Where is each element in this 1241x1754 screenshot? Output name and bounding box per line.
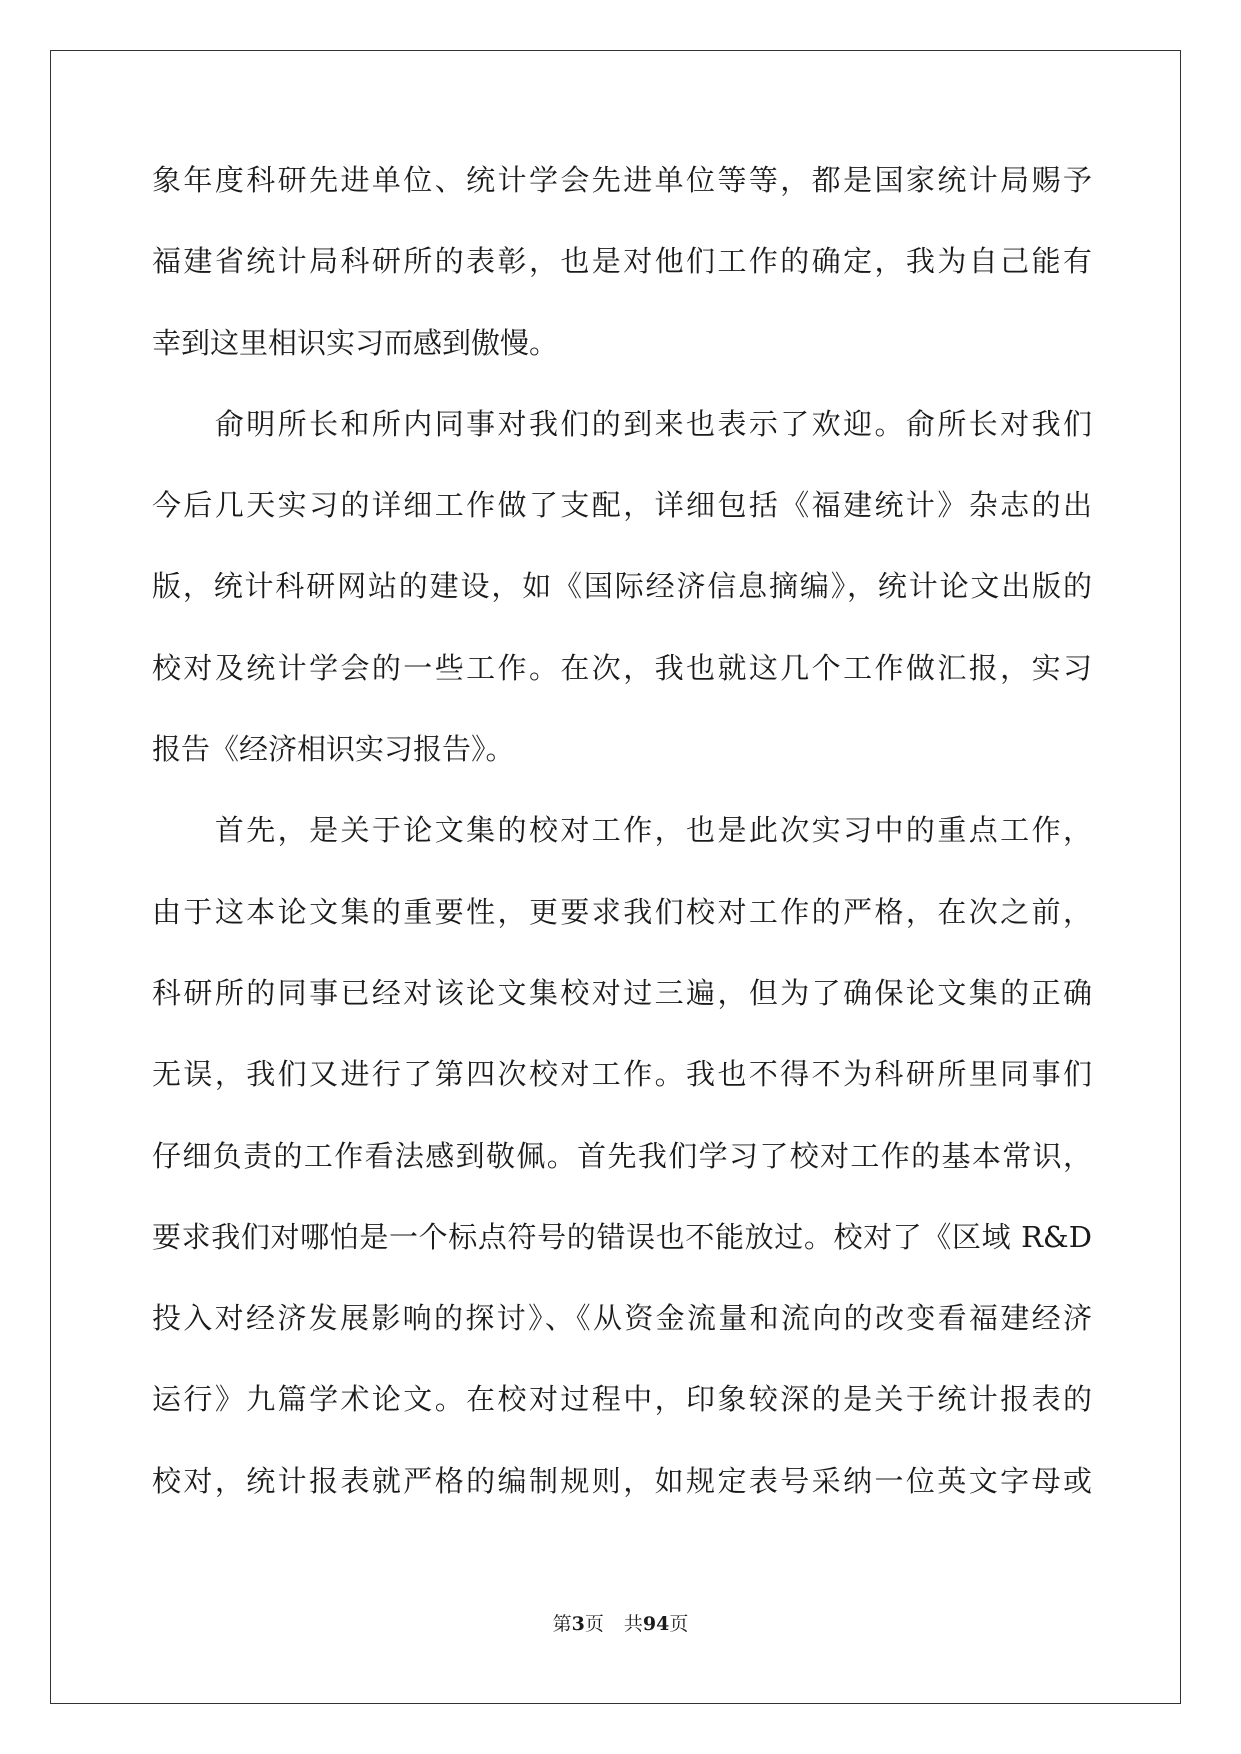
text-line: 运行》九篇学术论文。在校对过程中，印象较深的是关于统计报表的 xyxy=(152,1382,1092,1417)
text-line: 福建省统计局科研所的表彰，也是对他们工作的确定，我为自己能有 xyxy=(152,244,1092,279)
text-line: 校对及统计学会的一些工作。在次，我也就这几个工作做汇报，实习 xyxy=(152,650,1092,685)
text-line: 俞明所长和所内同事对我们的到来也表示了欢迎。俞所长对我们 xyxy=(152,406,1092,441)
text-line: 校对，统计报表就严格的编制规则，如规定表号采纳一位英文字母或 xyxy=(152,1463,1092,1498)
page-number-prefix: 第 xyxy=(552,1613,572,1635)
page-total: 94 xyxy=(642,1613,670,1635)
text-line: 幸到这里相识实习而感到傲慢。 xyxy=(152,325,559,360)
text-line: 版，统计科研网站的建设，如《国际经济信息摘编》，统计论文出版的 xyxy=(152,569,1092,604)
text-line: 象年度科研先进单位、统计学会先进单位等等，都是国家统计局赐予 xyxy=(152,163,1092,197)
text-line: 投入对经济发展影响的探讨》、《从资金流量和流向的改变看福建经济 xyxy=(152,1301,1092,1336)
text-line: 仔细负责的工作看法感到敬佩。首先我们学习了校对工作的基本常识， xyxy=(152,1138,1092,1173)
page-number-suffix: 页 xyxy=(584,1613,604,1635)
page-total-suffix: 页 xyxy=(669,1613,689,1635)
text-line: 首先，是关于论文集的校对工作，也是此次实习中的重点工作， xyxy=(152,813,1092,848)
text-line: 今后几天实习的详细工作做了支配，详细包括《福建统计》杂志的出 xyxy=(152,488,1092,523)
text-line: 科研所的同事已经对该论文集校对过三遍，但为了确保论文集的正确 xyxy=(152,975,1092,1010)
page-number-current: 3 xyxy=(571,1613,585,1635)
text-line: 报告《经济相识实习报告》。 xyxy=(152,732,515,767)
text-line: 由于这本论文集的重要性，更要求我们校对工作的严格，在次之前， xyxy=(152,894,1092,929)
document-body xyxy=(152,160,1092,1542)
text-line: 无误，我们又进行了第四次校对工作。我也不得不为科研所里同事们 xyxy=(152,1057,1092,1092)
text-line: 要求我们对哪怕是一个标点符号的错误也不能放过。校对了《区域 R&D xyxy=(152,1219,1092,1254)
page-footer xyxy=(0,1612,1241,1636)
page-total-prefix: 共 xyxy=(623,1613,643,1635)
